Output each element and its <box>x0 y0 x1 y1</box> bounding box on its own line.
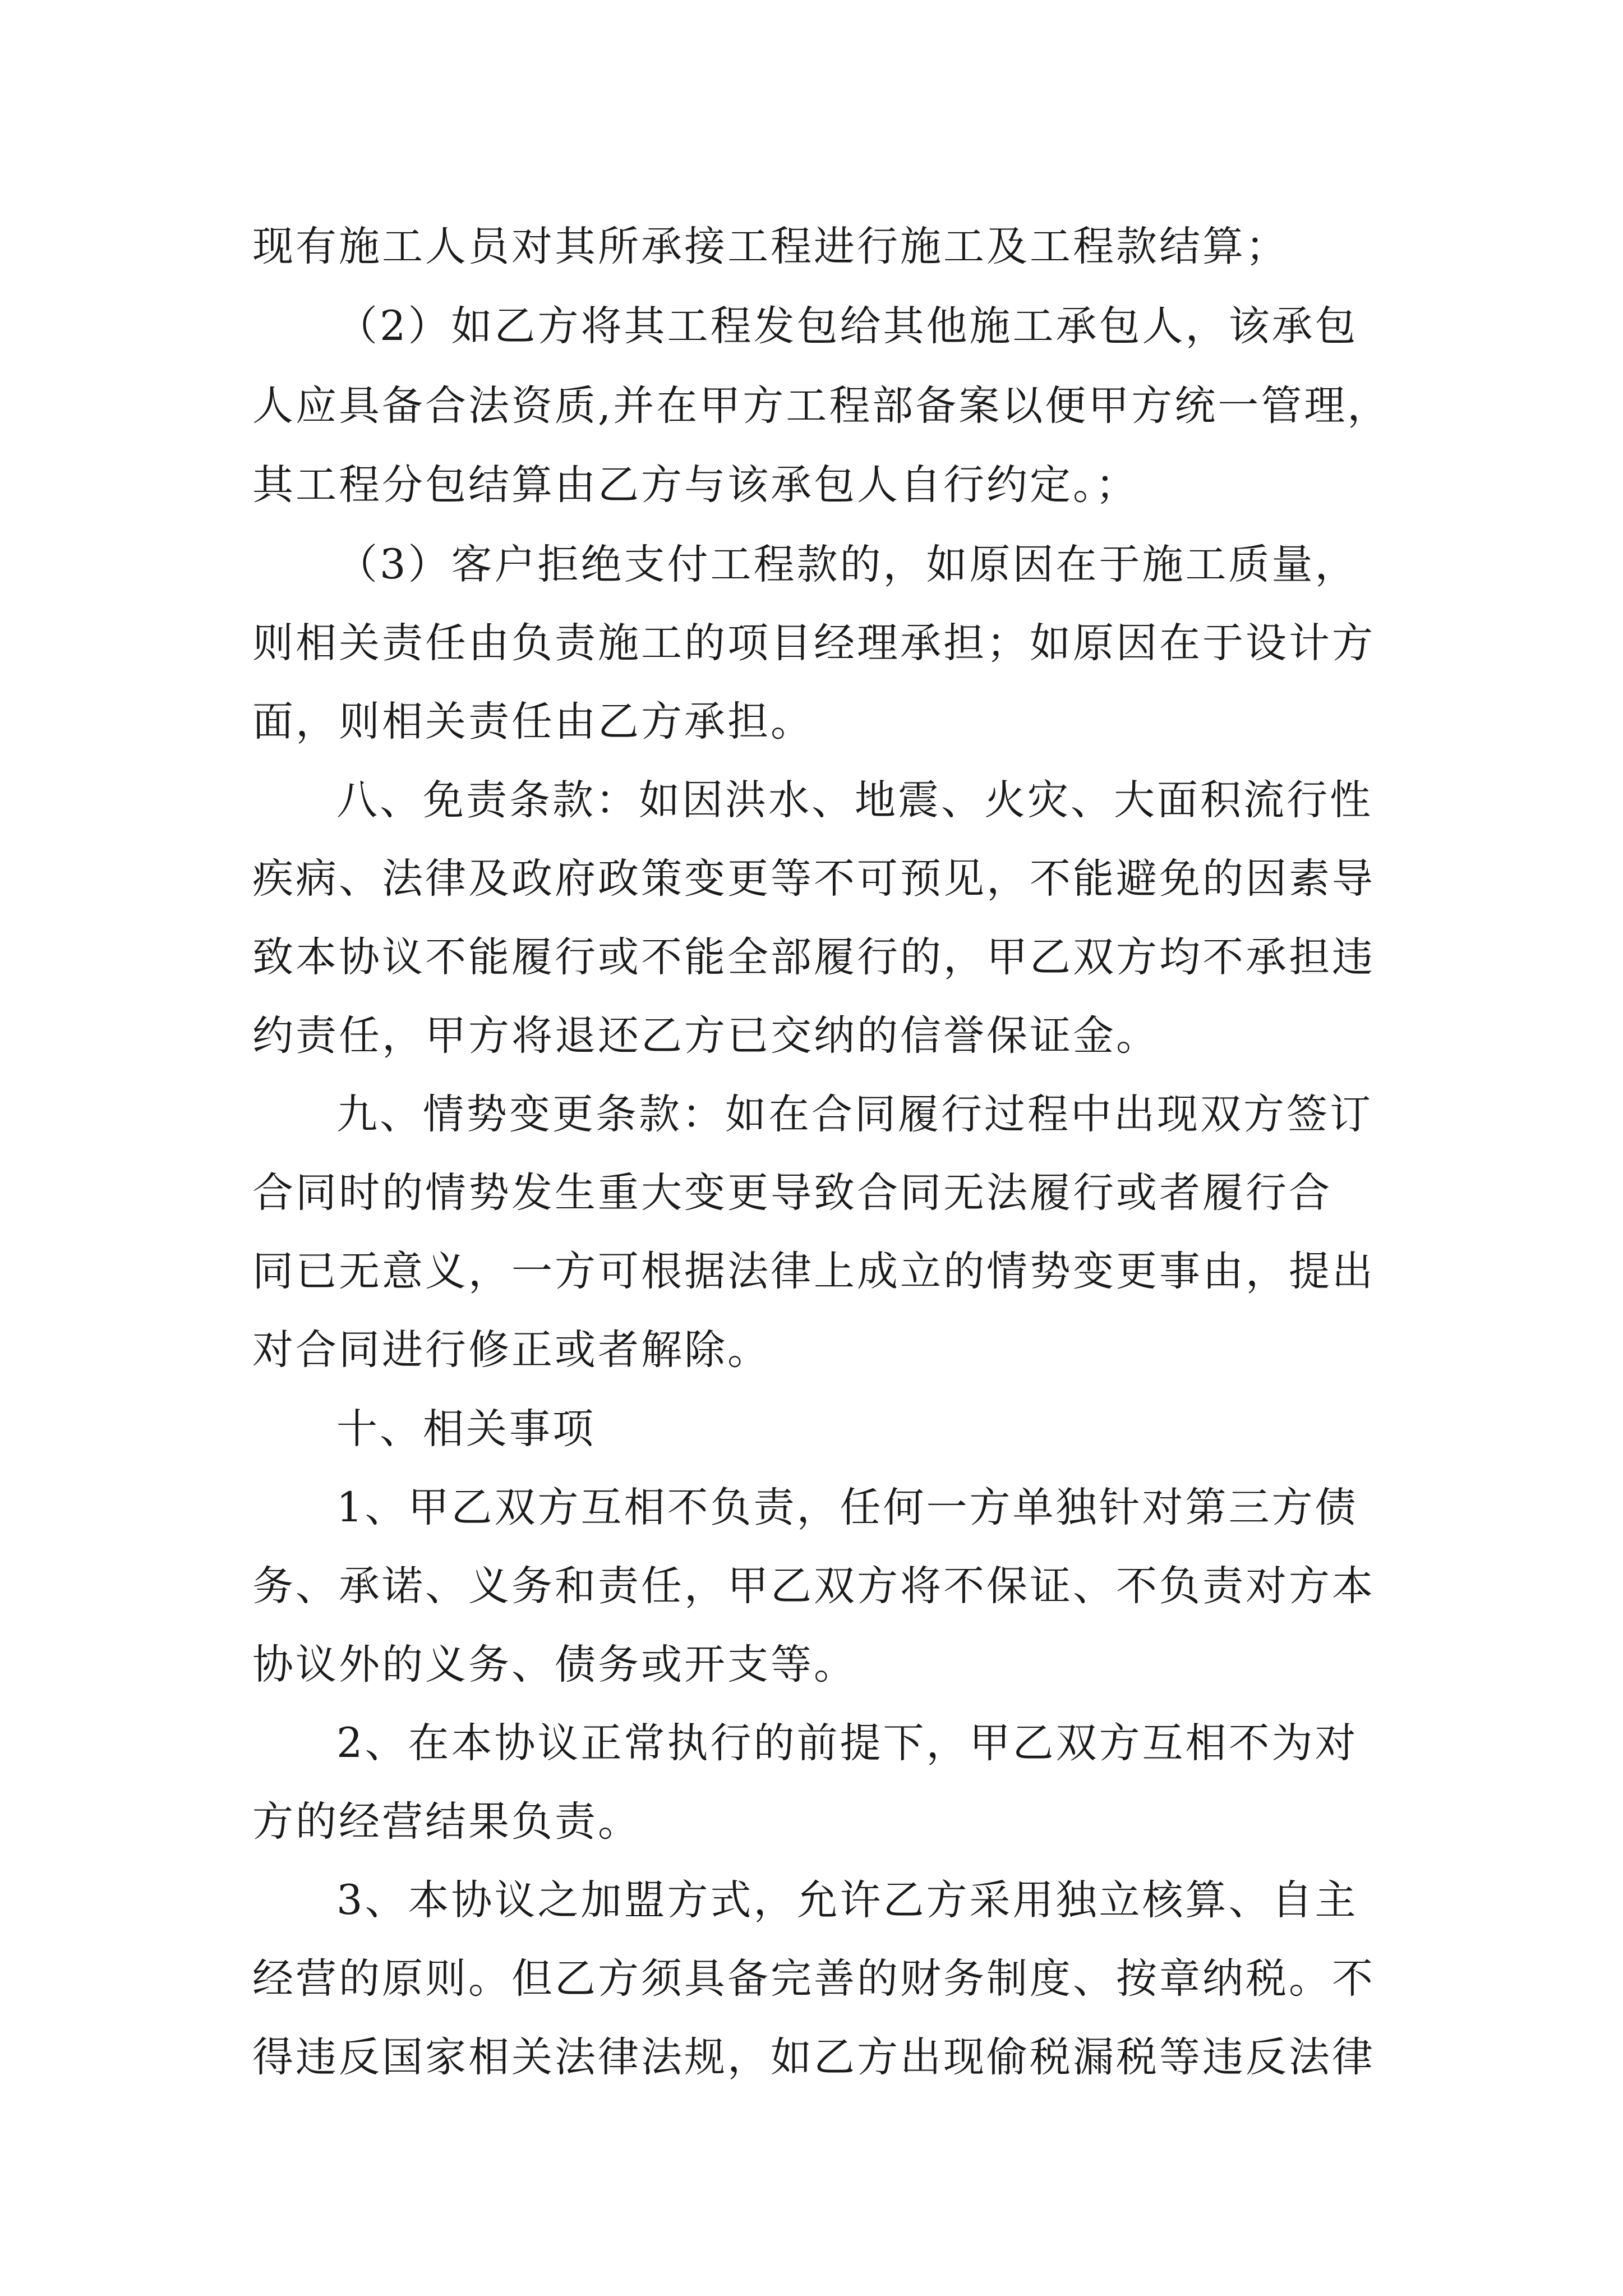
text-line: 务、承诺、义务和责任，甲乙双方将不保证、不负责对方本 <box>252 1562 1375 1610</box>
text-line: 1、甲乙双方互相不负责，任何一方单独针对第三方债 <box>336 1484 1358 1531</box>
text-line: 方的经营结果负责。 <box>252 1798 641 1846</box>
text-line: （2）如乙方将其工程发包给其他施工承包人，该承包 <box>336 302 1358 350</box>
text-line: 2、在本协议正常执行的前提下，甲乙双方互相不为对 <box>336 1719 1358 1767</box>
text-line: 对合同进行修正或者解除。 <box>252 1326 771 1374</box>
text-line: 疾病、法律及政府政策变更等不可预见，不能避免的因素导 <box>252 855 1375 903</box>
text-line: 面，则相关责任由乙方承担。 <box>252 698 814 746</box>
text-line: 约责任，甲方将退还乙方已交纳的信誉保证金。 <box>252 1012 1159 1060</box>
section-heading: 十、相关事项 <box>336 1405 596 1453</box>
text-line: 九、情势变更条款：如在合同履行过程中出现双方签订 <box>336 1091 1373 1138</box>
text-line: 致本协议不能履行或不能全部履行的，甲乙双方均不承担违 <box>252 933 1375 981</box>
text-line: 协议外的义务、债务或开支等。 <box>252 1641 857 1688</box>
text-line: 得违反国家相关法律法规，如乙方出现偷税漏税等违反法律 <box>252 2033 1375 2081</box>
text-line: 经营的原则。但乙方须具备完善的财务制度、按章纳税。不 <box>252 1955 1375 2003</box>
text-line: 合同时的情势发生重大变更导致合同无法履行或者履行合 <box>252 1169 1332 1217</box>
text-line: 同已无意义，一方可根据法律上成立的情势变更事由，提出 <box>252 1248 1375 1295</box>
text-line: （3）客户拒绝支付工程款的，如原因在于施工质量， <box>336 541 1358 588</box>
text-line: 现有施工人员对其所承接工程进行施工及工程款结算； <box>252 223 1289 270</box>
text-line: 则相关责任由负责施工的项目经理承担；如原因在于设计方 <box>252 619 1375 667</box>
text-line: 人应具备合法资质,并在甲方工程部备案以便甲方统一管理， <box>252 382 1391 430</box>
text-line: 其工程分包结算由乙方与该承包人自行约定。； <box>252 461 1139 509</box>
text-line: 3、本协议之加盟方式，允许乙方采用独立核算、自主 <box>336 1876 1358 1924</box>
text-line: 八、免责条款：如因洪水、地震、火灾、大面积流行性 <box>336 776 1373 824</box>
